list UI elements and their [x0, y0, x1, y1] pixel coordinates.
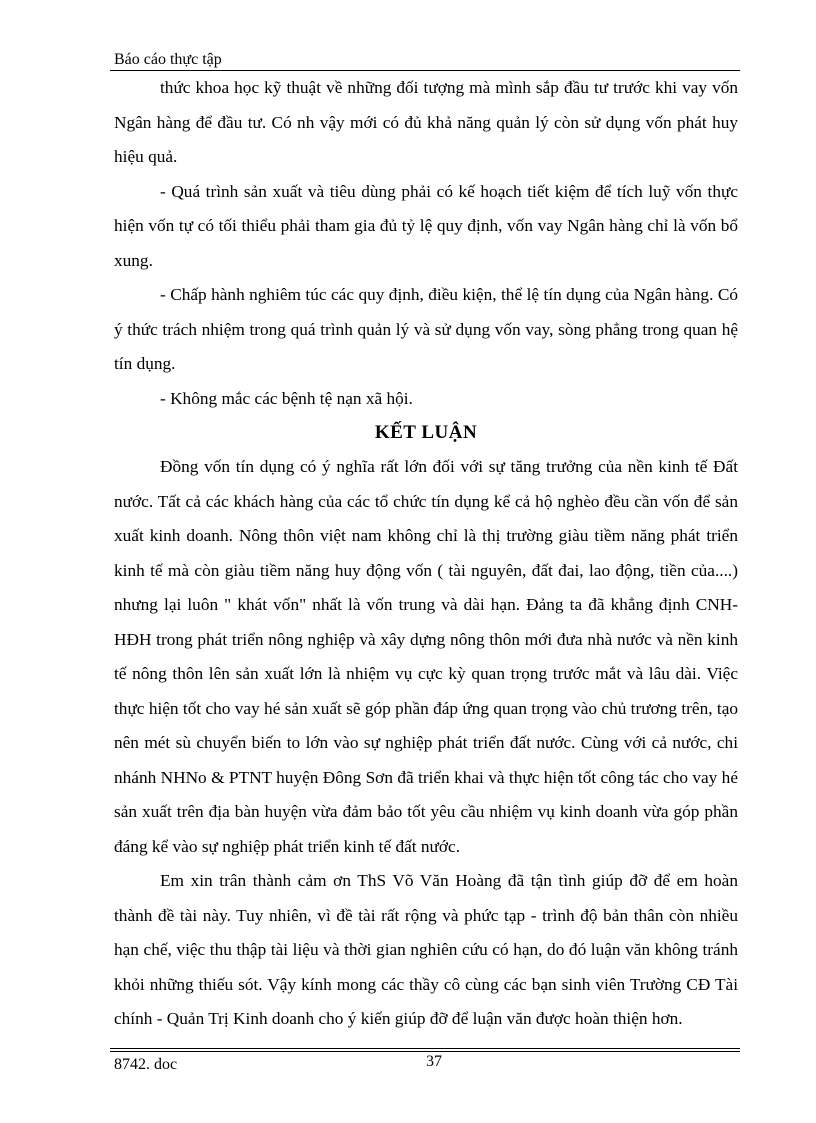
footer-filename: 8742. doc — [114, 1056, 178, 1073]
paragraph: - Chấp hành nghiêm túc các quy định, điều kiện, thể lệ tín dụng của Ngân hàng. Có ý thức trách nhiệm trong quá trình quản lý và sử dụng vốn vay, sòng phẳng trong quan hệ tín dụng. — [114, 285, 738, 373]
footer-rule-double — [110, 1051, 740, 1052]
footer-rule — [110, 1048, 740, 1049]
paragraph: - Không mắc các bệnh tệ nạn xã hội. — [160, 388, 413, 408]
running-header: Báo cáo thực tập — [114, 51, 222, 68]
paragraph: - Quá trình sản xuất và tiêu dùng phải có kế hoạch tiết kiệm để tích luỹ vốn thực hiện vốn tự có tối thiểu phải tham gia đủ tỷ lệ quy định, vốn vay Ngân hàng chỉ là vốn bổ xung. — [114, 181, 738, 270]
paragraph: Đồng vốn tín dụng có ý nghĩa rất lớn đối với sự tăng trưởng của nền kinh tế Đất nước. Tất cả các khách hàng của các tổ chức tín dụng kể cả hộ nghèo đều cần vốn để sản xuất kinh doanh. Nông thôn việt nam không chỉ là thị trường giàu tiềm năng phát triển kinh tế mà còn giàu tiềm năng huy động vốn ( tài nguyên, đất đai, lao động, tiền của....) nhưng lại luôn " khát vốn" nhất là vốn trung và dài hạn. Đảng ta đã khẳng định CNH- HĐH trong phát triển nông nghiệp và xây dựng nông thôn mới đưa nhà nước và nền kinh tế nông thôn lên sản xuất lớn là nhiệm vụ cực kỳ quan trọng trước mắt và lâu dài. Việc thực hiện tốt cho vay hé sản xuất sẽ góp phần đáp ứng quan trọng vào chủ trương trên, tạo nên mét sù chuyển biến to lớn vào sự nghiệp phát triển đất nước. Cùng với cả nước, chi nhánh NHNo & PTNT huyện Đông Sơn đã triển khai và thực hiện tốt công tác cho vay hé sản xuất trên địa bàn huyện vừa đảm bảo tốt yêu cầu nhiệm vụ kinh doanh vừa góp phần đáng kể vào sự nghiệp phát triển kinh tế đất nước. — [114, 457, 738, 856]
document-body — [114, 71, 738, 1037]
page-number: 37 — [426, 1053, 442, 1070]
conclusion-heading: KẾT LUẬN — [374, 422, 478, 443]
paragraph: Em xin trân thành cảm ơn ThS Võ Văn Hoàng đã tận tình giúp đỡ để em hoàn thành đề tài này. Tuy nhiên, vì đề tài rất rộng và phức tạp - trình độ bản thân còn nhiều hạn chế, việc thu thập tài liệu và thời gian nghiên cứu có hạn, do đó luận văn không tránh khỏi những thiếu sót. Vậy kính mong các thầy cô cùng các bạn sinh viên Trường CĐ Tài chính - Quản Trị Kinh doanh cho ý kiến giúp đỡ để luận văn được hoàn thiện hơn. — [114, 871, 738, 1028]
paragraph: thức khoa học kỹ thuật về những đối tượng mà mình sắp đầu tư trước khi vay vốn Ngân hàng để đầu tư. Có nh vậy mới có đủ khả năng quản lý còn sử dụng vốn phát huy hiệu quả. — [114, 78, 738, 166]
